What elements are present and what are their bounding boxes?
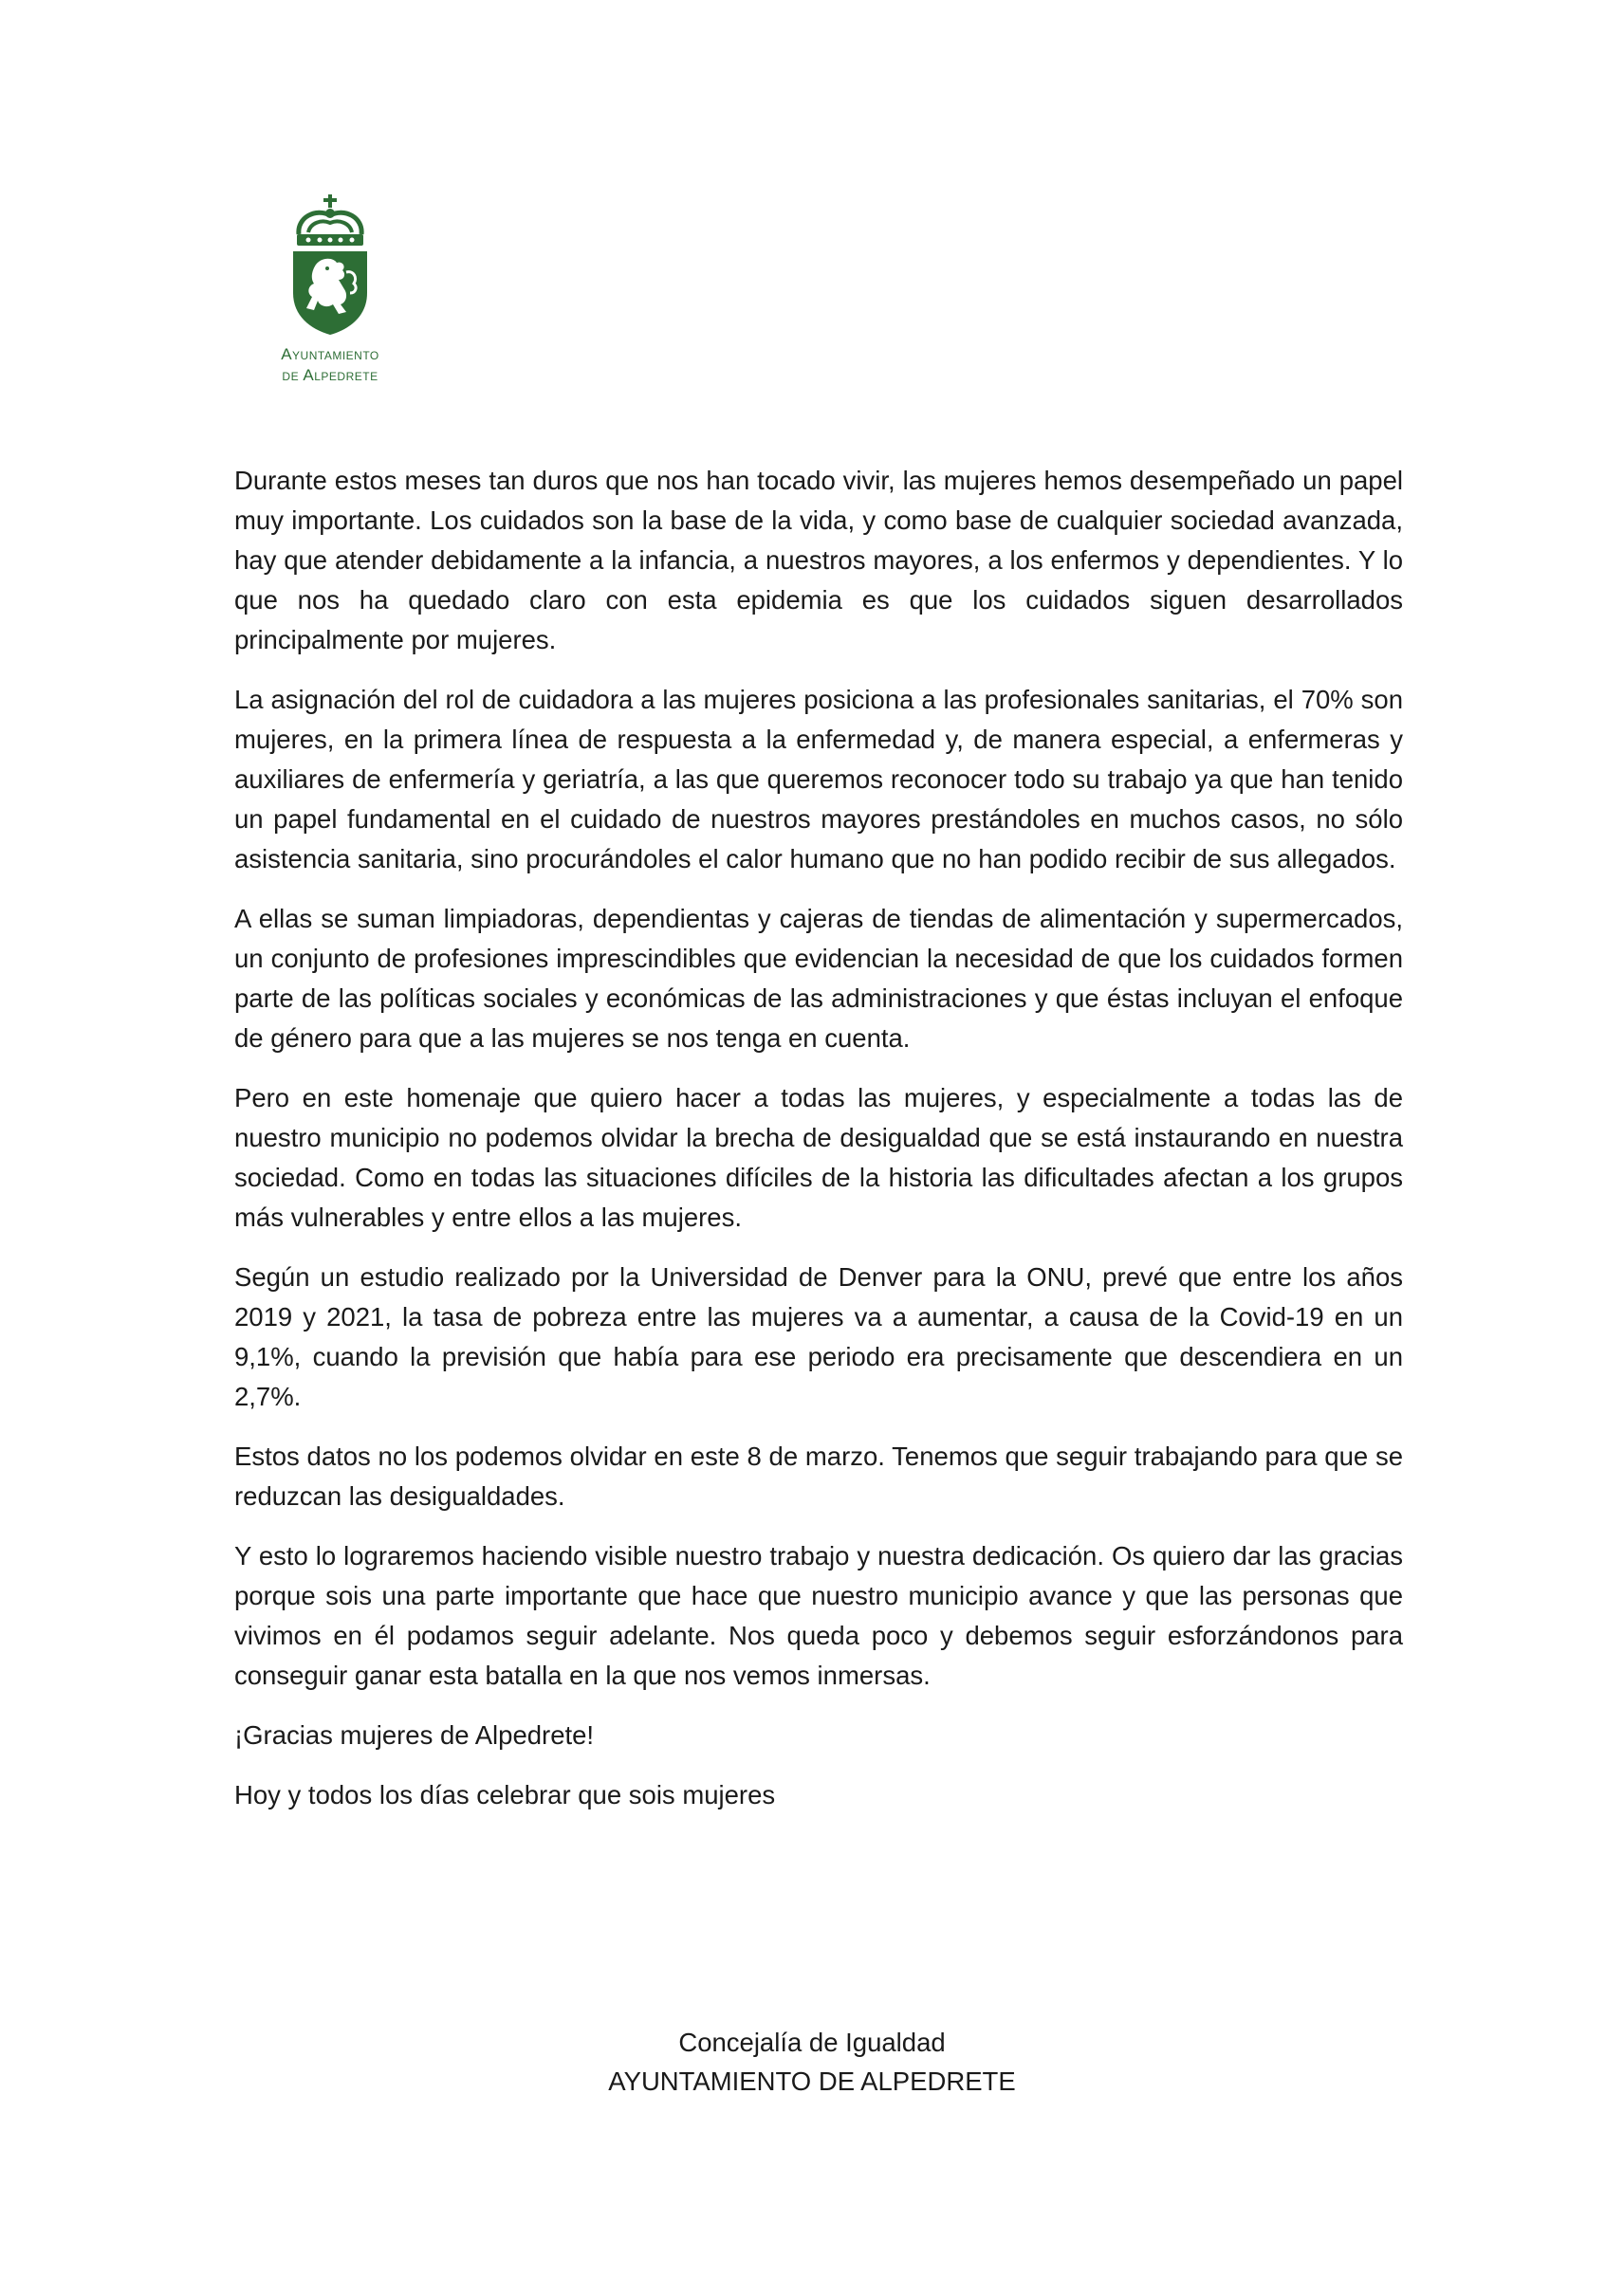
- paragraph-1: Durante estos meses tan duros que nos han tocado vivir, las mujeres hemos desempeñado un papel muy importante. Los cuidados son la base de la vida, y como base de cualquier sociedad avanzada, hay que atender debidamente a la infancia, a nuestros mayores, a los enfermos y dependientes. Y lo que nos ha quedado claro con esta epidemia es que los cuidados siguen desarrollados principalmente por mujeres.: [234, 466, 1403, 654]
- paragraph-3: A ellas se suman limpiadoras, dependientas y cajeras de tiendas de alimentación y supermercados, un conjunto de profesiones imprescindibles que evidencian la necesidad de que los cuidados formen parte de las políticas sociales y económicas de las administraciones y que éstas incluyan el enfoque de género para que a las mujeres se nos tenga en cuenta.: [234, 904, 1403, 1053]
- letter-body: [234, 461, 1403, 1835]
- municipal-logo: [254, 194, 406, 386]
- paragraph-7: Y esto lo lograremos haciendo visible nuestro trabajo y nuestra dedicación. Os quiero dar las gracias porque sois una parte importante que hace que nuestro municipio avance y que las personas que vivimos en él podamos seguir adelante. Nos queda poco y debemos seguir esforzándonos para conseguir ganar esta batalla en la que nos vemos inmersas.: [234, 1541, 1403, 1690]
- paragraph-5: Según un estudio realizado por la Universidad de Denver para la ONU, prevé que entre los años 2019 y 2021, la tasa de pobreza entre las mujeres va a aumentar, a causa de la Covid-19 en un 9,1%, cuando la previsión que había para ese periodo era precisamente que descendiera en un 2,7%.: [234, 1262, 1403, 1411]
- paragraph-9: Hoy y todos los días celebrar que sois mujeres: [234, 1780, 776, 1809]
- signature-block: [0, 2023, 1624, 2101]
- signature-department: Concejalía de Igualdad: [678, 2028, 946, 2057]
- paragraph-2: La asignación del rol de cuidadora a las mujeres posiciona a las profesionales sanitarias, el 70% son mujeres, en la primera línea de respuesta a la enfermedad y, de manera especial, a enfermeras y auxiliares de enfermería y geriatría, a las que queremos reconocer todo su trabajo ya que han tenido un papel fundamental en el cuidado de nuestros mayores prestándoles en muchos casos, no sólo asistencia sanitaria, sino procurándoles el calor humano que no han podido recibir de sus allegados.: [234, 685, 1403, 873]
- signature-organization: AYUNTAMIENTO DE ALPEDRETE: [608, 2066, 1016, 2096]
- paragraph-8: ¡Gracias mujeres de Alpedrete!: [234, 1720, 595, 1750]
- paragraph-6: Estos datos no los podemos olvidar en este 8 de marzo. Tenemos que seguir trabajando para que se reduzcan las desigualdades.: [234, 1442, 1403, 1511]
- logo-line-2: de Alpedrete: [282, 366, 378, 384]
- coat-of-arms-icon: [287, 194, 373, 337]
- logo-line-1: Ayuntamiento: [281, 345, 379, 363]
- paragraph-4: Pero en este homenaje que quiero hacer a todas las mujeres, y especialmente a todas las de nuestro municipio no podemos olvidar la brecha de desigualdad que se está instaurando en nuestra sociedad. Como en todas las situaciones difíciles de la historia las dificultades afectan a los grupos más vulnerables y entre ellos a las mujeres.: [234, 1083, 1403, 1232]
